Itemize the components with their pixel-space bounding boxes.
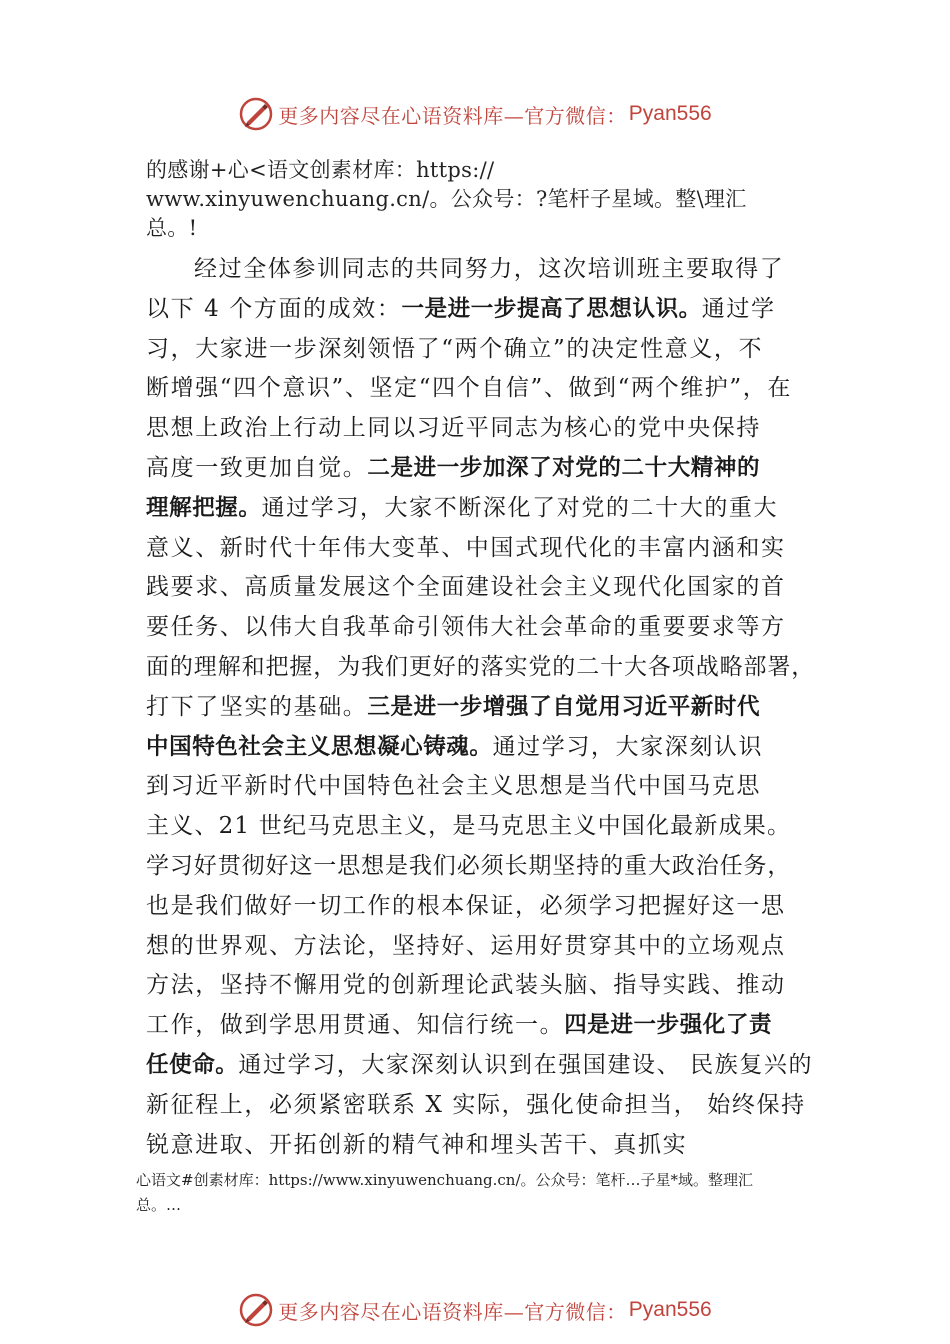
- paragraph-line: 习，大家进一步深刻领悟了“两个确立”的决定性意义，不: [146, 335, 764, 362]
- line-text: 以下 4 个方面的成效：: [146, 295, 402, 322]
- line-text: 通过学习，大家深刻认识: [492, 733, 764, 760]
- line-text: 通过学习，大家不断深化了对党的二十大的重大: [261, 494, 779, 521]
- bold-heading-four-end: 任使命。: [146, 1051, 239, 1078]
- line-text: 工作，做到学思用贯通、知信行统一。: [146, 1012, 565, 1039]
- header-note: [146, 156, 826, 243]
- pen-logo-icon: [238, 96, 274, 132]
- paragraph-line: 主义、21 世纪马克思主义，是马克思主义中国化最新成果。: [146, 813, 792, 840]
- paragraph-line: 学习好贯彻好这一思想是我们必须长期坚持的重大政治任务，: [146, 852, 792, 879]
- paragraph-line: 锐意进取、开拓创新的精气神和埋头苦干、真抓实: [146, 1131, 688, 1158]
- footer-note-line: 总。…: [136, 1196, 182, 1214]
- line-text: 打下了坚实的基础。: [146, 693, 368, 720]
- paragraph-line: 经过全体参训同志的共同努力，这次培训班主要取得了: [194, 256, 785, 282]
- top-banner: [0, 92, 950, 136]
- paragraph-line: 到习近平新时代中国特色社会主义思想是当代中国马克思: [146, 773, 761, 800]
- footer-note-line: 心语文#创素材库：https://www.xinyuwenchuang.cn/。公众号：笔杆…子星*域。整理汇: [136, 1171, 753, 1189]
- paragraph-line: 断增强“四个意识”、坚定“四个自信”、做到“两个维护”，在: [146, 375, 792, 402]
- paragraph-line: [146, 728, 846, 768]
- paragraph-line: [146, 449, 846, 489]
- paragraph-line: 意义、新时代十年伟大变革、中国式现代化的丰富内涵和实: [146, 534, 786, 561]
- paragraph-line: [146, 1046, 846, 1086]
- line-text: 高度一致更加自觉。: [146, 454, 368, 481]
- paragraph-line: 想的世界观、方法论，坚持好、运用好贯穿其中的立场观点: [146, 932, 786, 959]
- header-note-line: 总。!: [146, 216, 198, 240]
- banner-wechat-id: Pyan556: [628, 102, 712, 125]
- paragraph-line: 践要求、高质量发展这个全面建设社会主义现代化国家的首: [146, 574, 786, 601]
- pen-logo-icon: [238, 1292, 274, 1328]
- paragraph-line: 面的理解和把握，为我们更好的落实党的二十大各项战略部署，: [146, 653, 816, 680]
- paragraph-line: [146, 1006, 846, 1046]
- paragraph-line: 新征程上，必须紧密联系 X 实际，强化使命担当， 始终保持: [146, 1091, 806, 1118]
- banner-text: 更多内容尽在心语资料库—官方微信：: [278, 1299, 627, 1324]
- banner-text: 更多内容尽在心语资料库—官方微信：: [278, 103, 627, 128]
- paragraph-line: 方法，坚持不懈用党的创新理论武装头脑、指导实践、推动: [146, 972, 786, 999]
- paragraph-line: 思想上政治上行动上同以习近平同志为核心的党中央保持: [146, 415, 761, 442]
- footer-note: [136, 1168, 836, 1218]
- bold-heading-three-end: 中国特色社会主义思想凝心铸魂。: [146, 733, 493, 760]
- bottom-banner: [0, 1288, 950, 1332]
- bold-heading-one: 一是进一步提高了思想认识。: [401, 295, 702, 322]
- paragraph-line: [146, 688, 846, 728]
- bold-heading-four: 四是进一步强化了责: [564, 1012, 773, 1039]
- line-text: 通过学: [701, 295, 776, 322]
- paragraph-line: 要任务、以伟大自我革命引领伟大社会革命的重要要求等方: [146, 614, 786, 641]
- banner-wechat-id: Pyan556: [628, 1298, 712, 1321]
- bold-heading-three: 三是进一步增强了自觉用习近平新时代: [367, 693, 761, 720]
- paragraph-line: 也是我们做好一切工作的根本保证，必须学习把握好这一思: [146, 892, 786, 919]
- line-text: 通过学习，大家深刻认识到在强国建设、 民族复兴的: [238, 1051, 814, 1078]
- paragraph-line: [146, 489, 846, 529]
- body-paragraph: [146, 250, 846, 1165]
- header-note-line: www.xinyuwenchuang.cn/。公众号：?笔杆子星域。整\理汇: [146, 187, 747, 211]
- bold-heading-two-end: 理解把握。: [146, 494, 262, 521]
- bold-heading-two: 二是进一步加深了对党的二十大精神的: [367, 454, 761, 481]
- header-note-line: 的感谢+心<语文创素材库：https://: [146, 158, 495, 182]
- paragraph-line: [146, 290, 846, 330]
